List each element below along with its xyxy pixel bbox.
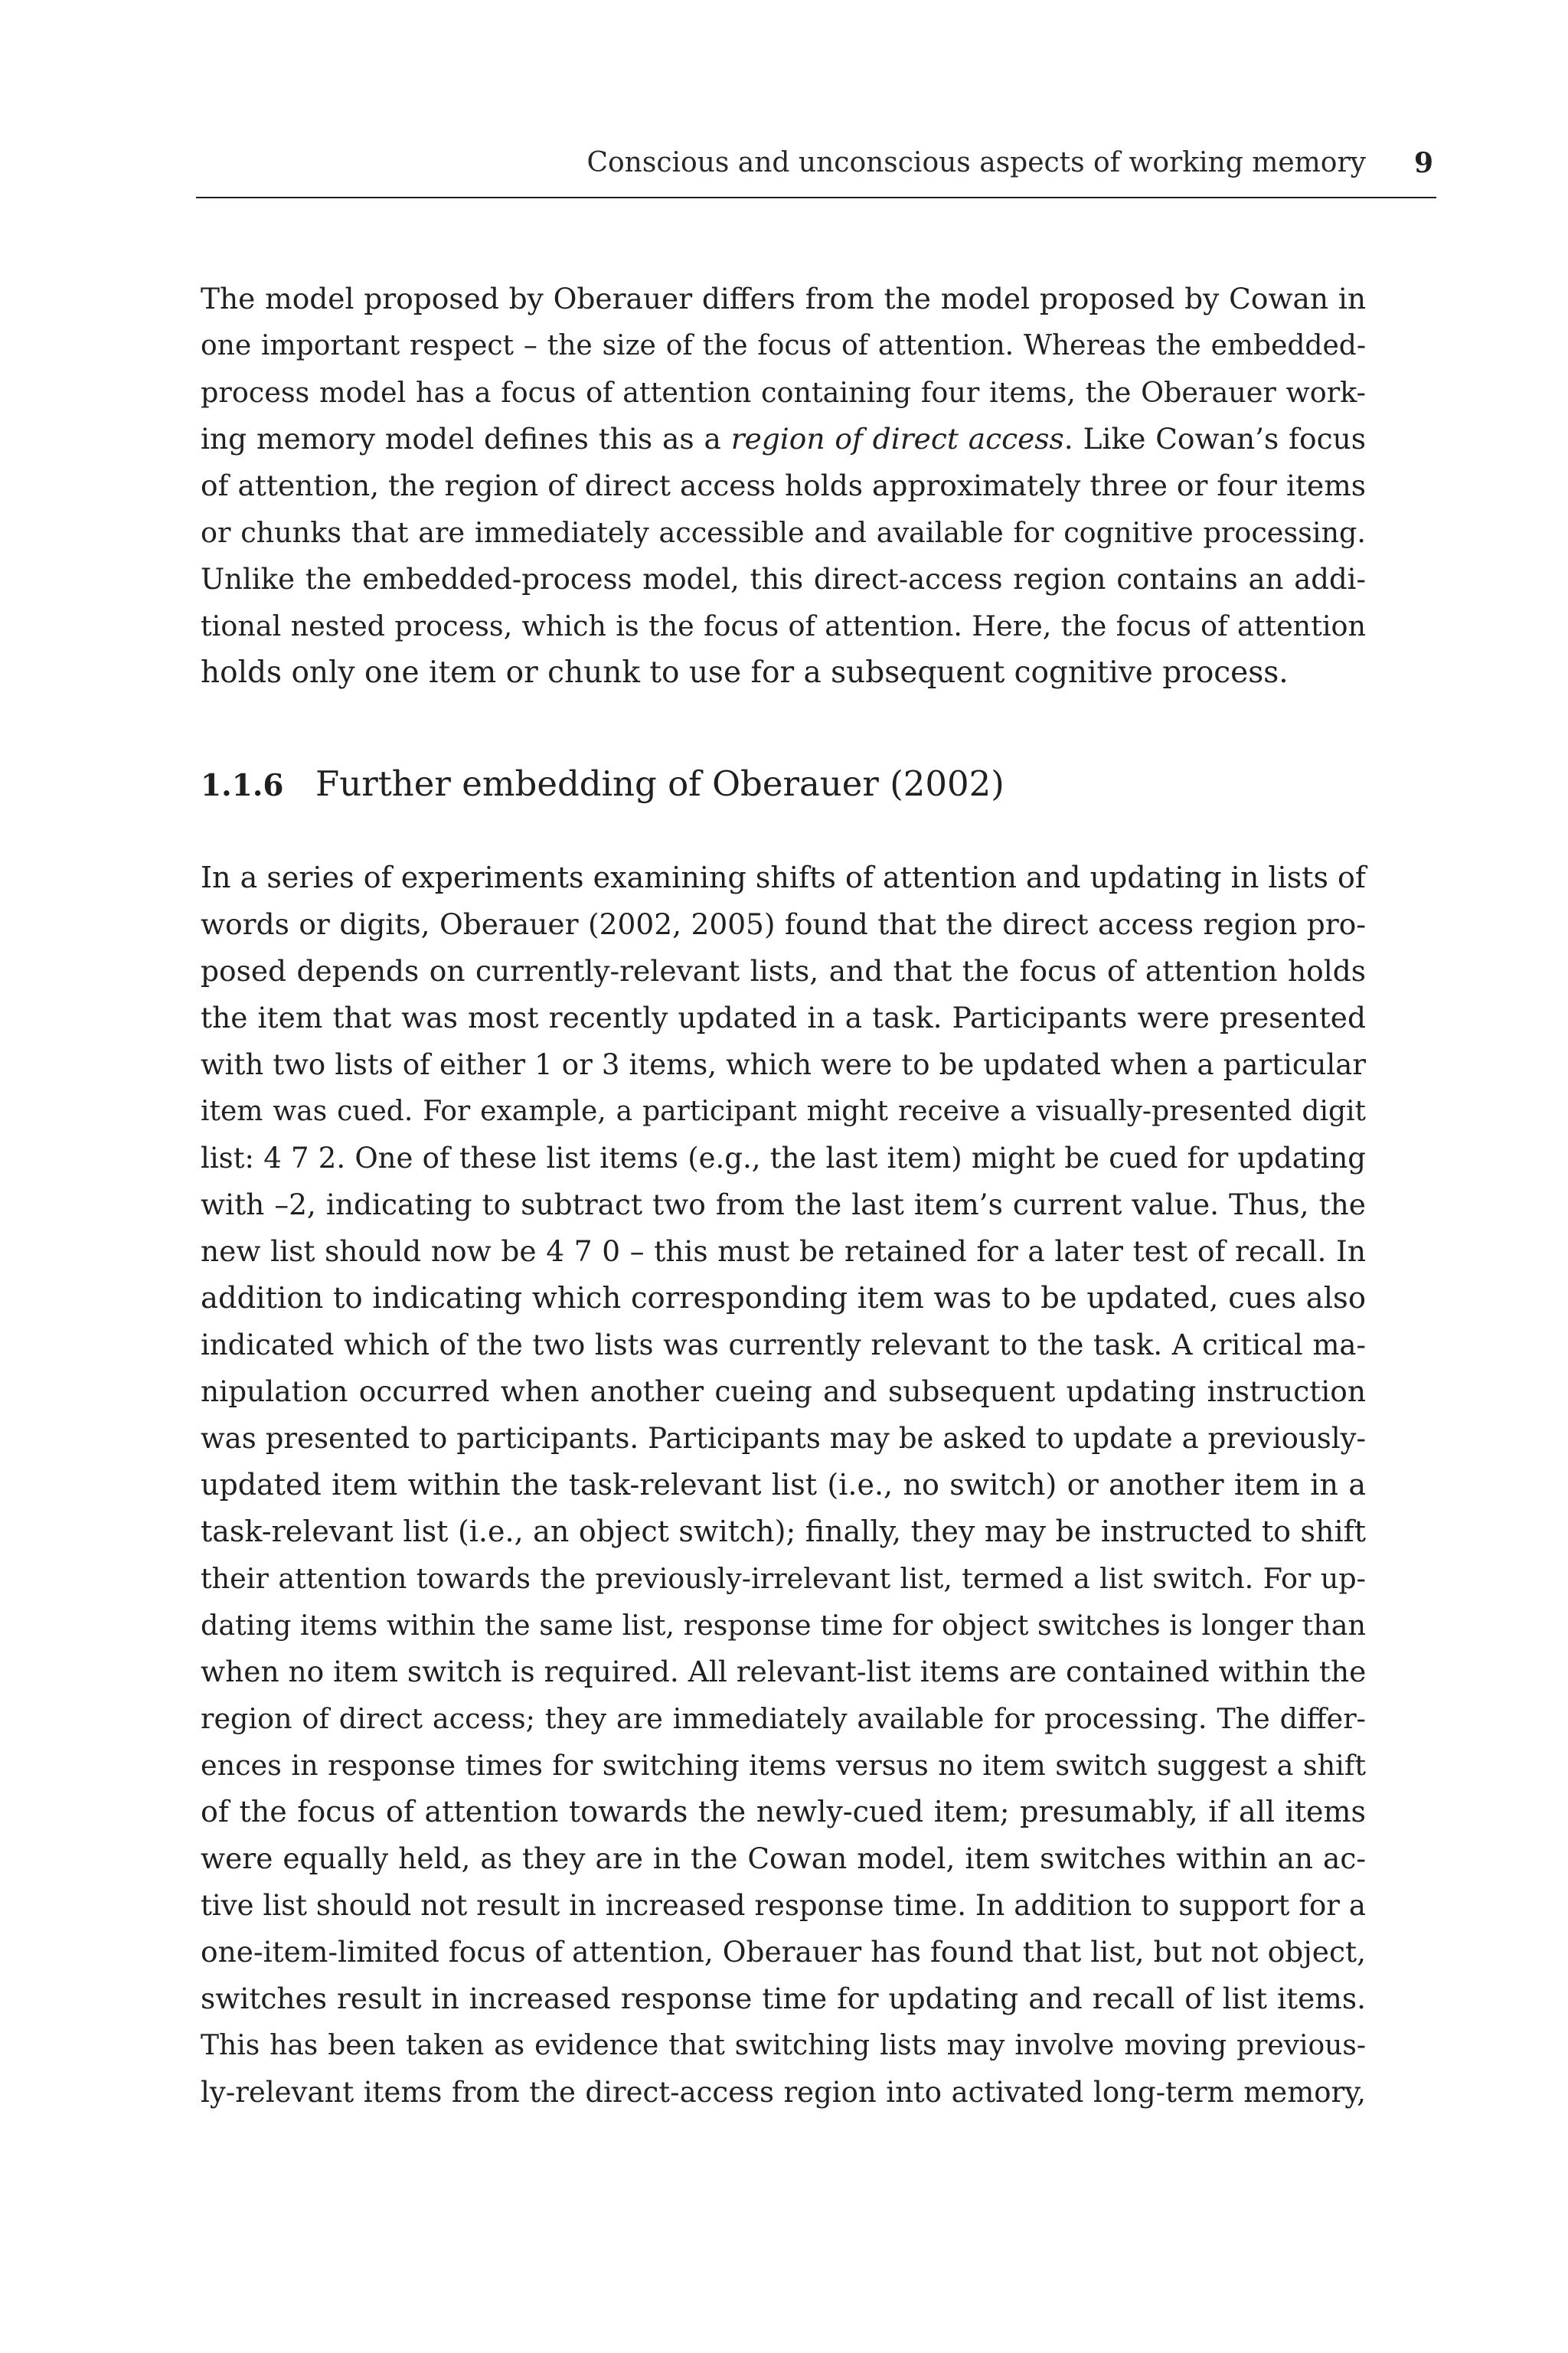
text-line: of attention, the region of direct access holds approximately three or four items xyxy=(201,469,1366,502)
text-line: In a series of experiments examining shifts of attention and updating in lists of xyxy=(201,861,1366,894)
text-line: were equally held, as they are in the Cowan model, item switches within an ac- xyxy=(201,1842,1366,1875)
text-line: their attention towards the previously-irrelevant list, termed a list switch. For up- xyxy=(201,1562,1366,1595)
section-title: Further embedding of Oberauer (2002) xyxy=(315,763,1004,804)
text-line: task-relevant list (i.e., an object switch); finally, they may be instructed to shift xyxy=(201,1515,1366,1548)
text-line: with –2, indicating to subtract two from the last item’s current value. Thus, the xyxy=(201,1188,1366,1221)
section-heading xyxy=(201,761,1004,807)
text-line: nipulation occurred when another cueing and subsequent updating instruction xyxy=(201,1374,1366,1408)
text-line: dating items within the same list, response time for object switches is longer than xyxy=(201,1609,1366,1642)
text-line: the item that was most recently updated in a task. Participants were presented xyxy=(201,1001,1366,1034)
running-header xyxy=(196,142,1436,198)
text-line: posed depends on currently-relevant lists, and that the focus of attention holds xyxy=(201,954,1366,988)
text-line: one-item-limited focus of attention, Oberauer has found that list, but not object, xyxy=(201,1935,1366,1969)
text-line: one important respect – the size of the focus of attention. Whereas the embedded- xyxy=(201,330,1366,361)
text-line: new list should now be 4 7 0 – this must be retained for a later test of recall. In xyxy=(201,1234,1366,1268)
text-line: was presented to participants. Participants may be asked to update a previously- xyxy=(201,1422,1366,1455)
text-line: process model has a focus of attention containing four items, the Oberauer work- xyxy=(201,376,1366,409)
text-line: holds only one item or chunk to use for a subsequent cognitive process. xyxy=(201,655,1289,690)
text-line: updated item within the task-relevant list (i.e., no switch) or another item in a xyxy=(201,1468,1366,1502)
text-line: or chunks that are immediately accessible and available for cognitive processing. xyxy=(201,516,1366,549)
text-line: This has been taken as evidence that switching lists may involve moving previous- xyxy=(201,2030,1366,2061)
text-line: indicated which of the two lists was currently relevant to the task. A critical ma- xyxy=(201,1328,1366,1361)
text-line: The model proposed by Oberauer differs from the model proposed by Cowan in xyxy=(201,282,1366,315)
text-line: of the focus of attention towards the newly-cued item; presumably, if all items xyxy=(201,1795,1366,1828)
text-line xyxy=(201,416,1366,462)
italic-term: region of direct access xyxy=(730,422,1064,456)
page-number: 9 xyxy=(1413,147,1433,179)
text-fragment: ing memory model defines this as a xyxy=(201,422,731,456)
text-line: tional nested process, which is the focus of attention. Here, the focus of attention xyxy=(201,609,1366,642)
text-line: Unlike the embedded-process model, this direct-access region contains an addi- xyxy=(201,563,1366,596)
text-line: ly-relevant items from the direct-access region into activated long-term memory, xyxy=(201,2076,1366,2109)
text-line: switches result in increased response time for updating and recall of list items. xyxy=(201,1982,1366,2015)
text-line: when no item switch is required. All relevant-list items are contained within the xyxy=(201,1655,1367,1688)
text-line: with two lists of either 1 or 3 items, which were to be updated when a particular xyxy=(201,1048,1366,1081)
paragraph-oberauer-model xyxy=(201,276,1366,696)
text-line: addition to indicating which corresponding item was to be updated, cues also xyxy=(201,1281,1366,1315)
running-title: Conscious and unconscious aspects of working memory xyxy=(586,147,1366,178)
text-line: region of direct access; they are immediately available for processing. The differ- xyxy=(201,1702,1366,1735)
text-fragment: . Like Cowan’s focus xyxy=(1063,422,1366,456)
text-line: words or digits, Oberauer (2002, 2005) found that the direct access region pro- xyxy=(201,907,1366,941)
text-line: tive list should not result in increased response time. In addition to support for a xyxy=(201,1889,1366,1922)
section-number: 1.1.6 xyxy=(201,768,284,803)
paragraph-experiments xyxy=(201,855,1366,2116)
text-line: list: 4 7 2. One of these list items (e.g., the last item) might be cued for updating xyxy=(201,1142,1366,1175)
text-line: item was cued. For example, a participant might receive a visually-presented digit xyxy=(201,1096,1366,1127)
text-line: ences in response times for switching items versus no item switch suggest a shift xyxy=(201,1749,1366,1782)
